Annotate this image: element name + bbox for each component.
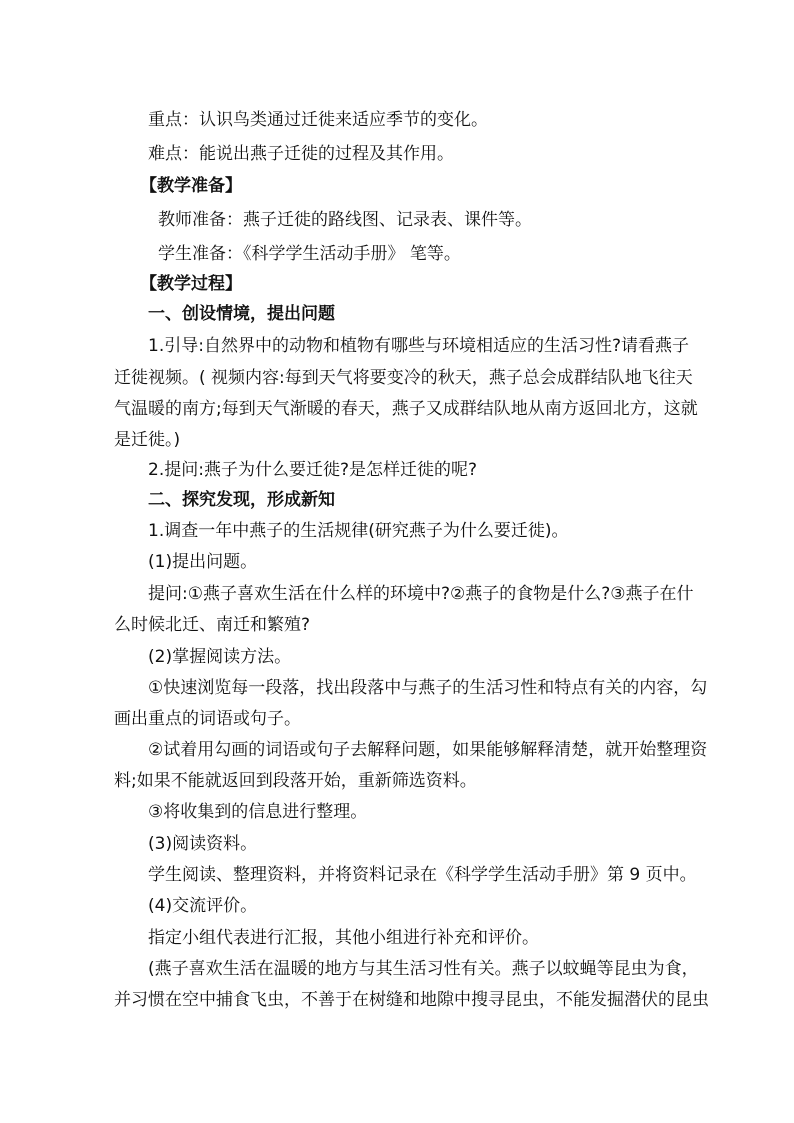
paragraph-line: 料;如果不能就返回到段落开始，重新筛选资料。 <box>114 771 477 791</box>
paragraph-line: ③将收集到的信息进行整理。 <box>148 802 368 822</box>
paragraph-line: 么时候北迁、南迁和繁殖? <box>114 615 311 635</box>
subheading-part-two: 二、探究发现，形成新知 <box>148 490 335 510</box>
paragraph-line: 并习惯在空中捕食飞虫，不善于在树缝和地隙中搜寻昆虫，不能发掘潜伏的昆虫 <box>114 990 709 1010</box>
subheading-part-one: 一、创设情境，提出问题 <box>148 304 335 324</box>
paragraph-line: 迁徙视频。( 视频内容:每到天气将要变冷的秋天，燕子总会成群结队地飞往天 <box>114 368 693 388</box>
paragraph-line: (1)提出问题。 <box>148 552 258 572</box>
paragraph-line: 指定小组代表进行汇报，其他小组进行补充和评价。 <box>148 928 539 948</box>
paragraph-line: 是迁徙。) <box>114 430 181 450</box>
paragraph-line: 1.引导:自然界中的动物和植物有哪些与环境相适应的生活习性?请看燕子 <box>148 336 689 356</box>
paragraph-line: (4)交流评价。 <box>148 896 258 916</box>
paragraph-line: 2.提问:燕子为什么要迁徙?是怎样迁徙的呢? <box>148 460 477 480</box>
paragraph-line: 学生阅读、整理资料，并将资料记录在《科学学生活动手册》第 9 页中。 <box>148 865 697 885</box>
section-heading-teaching-process: 【教学过程】 <box>140 274 242 294</box>
section-heading-teaching-preparation: 【教学准备】 <box>140 176 242 196</box>
paragraph-line: 提问:①燕子喜欢生活在什么样的环境中?②燕子的食物是什么?③燕子在什 <box>148 584 694 604</box>
paragraph-line: (2)掌握阅读方法。 <box>148 647 292 667</box>
student-preparation-line: 学生准备：《科学学生活动手册》 笔等。 <box>158 244 461 264</box>
teacher-preparation-line: 教师准备：燕子迁徙的路线图、记录表、课件等。 <box>158 210 532 230</box>
paragraph-line: ①快速浏览每一段落，找出段落中与燕子的生活习性和特点有关的内容，勾 <box>148 678 708 698</box>
paragraph-line: 气温暖的南方;每到天气渐暖的春天，燕子又成群结队地从南方返回北方，这就 <box>114 399 698 419</box>
paragraph-line: (3)阅读资料。 <box>148 834 258 854</box>
paragraph-line: 1.调查一年中燕子的生活规律(研究燕子为什么要迁徙)。 <box>148 521 569 541</box>
key-point-line: 重点：认识鸟类通过迁徙来适应季节的变化。 <box>148 110 488 130</box>
paragraph-line: ②试着用勾画的词语或句子去解释问题，如果能够解释清楚，就开始整理资 <box>148 740 708 760</box>
paragraph-line: 画出重点的词语或句子。 <box>114 709 301 729</box>
paragraph-line: (燕子喜欢生活在温暖的地方与其生活习性有关。燕子以蚊蝇等昆虫为食， <box>148 959 699 979</box>
difficult-point-line: 难点：能说出燕子迁徙的过程及其作用。 <box>148 144 454 164</box>
